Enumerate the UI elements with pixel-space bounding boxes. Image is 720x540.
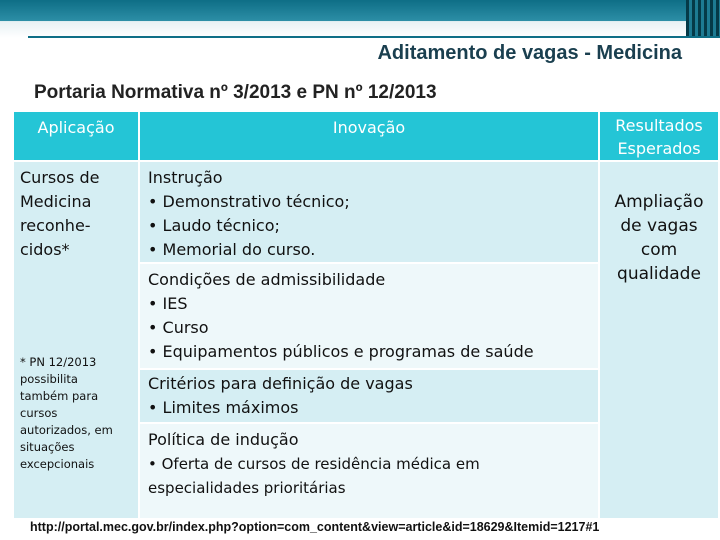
header-resultados-line-1: Resultados	[615, 116, 703, 135]
resultados-line-1: Ampliação	[614, 192, 704, 212]
politica-item-1-cont: especialidades prioritárias	[148, 479, 346, 497]
source-url[interactable]: http://portal.mec.gov.br/index.php?option=com_content&view=article&id=18629&Itemid=1217#1	[30, 520, 600, 534]
note-line-3: também para	[20, 389, 99, 403]
resultados-cell	[600, 162, 718, 518]
politica-heading: Política de indução	[148, 430, 299, 449]
aplicacao-note	[20, 354, 113, 473]
note-line-7: excepcionais	[20, 457, 95, 471]
resultados-line-2: de vagas	[620, 216, 698, 236]
aplicacao-line-2: Medicina	[20, 192, 92, 211]
slide-subtitle: Portaria Normativa nº 3/2013 e PN nº 12/2013	[34, 82, 437, 103]
note-line-6: situações	[20, 440, 75, 454]
inovacao-cell-criterios	[140, 370, 598, 422]
header-aplicacao-label: Aplicação	[37, 118, 115, 137]
instrucao-item-1: • Demonstrativo técnico;	[148, 192, 350, 211]
instrucao-item-2: • Laudo técnico;	[148, 216, 280, 235]
aplicacao-line-3: reconhe-	[20, 216, 91, 235]
instrucao-heading: Instrução	[148, 168, 223, 187]
criterios-item-1: • Limites máximos	[148, 398, 299, 417]
instrucao-item-3: • Memorial do curso.	[148, 240, 316, 259]
aplicacao-line-4: cidos*	[20, 240, 70, 259]
admissibilidade-heading: Condições de admissibilidade	[148, 270, 386, 289]
inovacao-cell-admissibilidade	[140, 264, 598, 368]
header-resultados	[600, 112, 718, 160]
note-line-5: autorizados, em	[20, 423, 113, 437]
resultados-line-4: qualidade	[617, 264, 701, 284]
admissibilidade-item-3: • Equipamentos públicos e programas de saúde	[148, 342, 534, 361]
aplicacao-line-1: Cursos de	[20, 168, 100, 187]
admissibilidade-item-1: • IES	[148, 294, 188, 313]
note-line-2: possibilita	[20, 372, 78, 386]
header-aplicacao	[14, 112, 138, 160]
criterios-heading: Critérios para definição de vagas	[148, 374, 413, 393]
inovacao-cell-instrucao	[140, 162, 598, 262]
note-line-1: * PN 12/2013	[20, 355, 97, 369]
politica-item-1: • Oferta de cursos de residência médica em	[148, 455, 480, 473]
note-line-4: cursos	[20, 406, 58, 420]
header-resultados-line-2: Esperados	[617, 139, 701, 158]
aplicacao-cell	[14, 162, 138, 518]
admissibilidade-item-2: • Curso	[148, 318, 209, 337]
decorative-stripes	[686, 0, 720, 38]
title-rule	[28, 36, 720, 38]
slide-title: Aditamento de vagas - Medicina	[377, 42, 682, 64]
inovacao-cell-politica	[140, 424, 598, 518]
header-inovacao-label: Inovação	[332, 118, 406, 137]
title-bar-decoration	[0, 0, 720, 38]
resultados-line-3: com	[640, 240, 678, 260]
header-inovacao	[140, 112, 598, 160]
